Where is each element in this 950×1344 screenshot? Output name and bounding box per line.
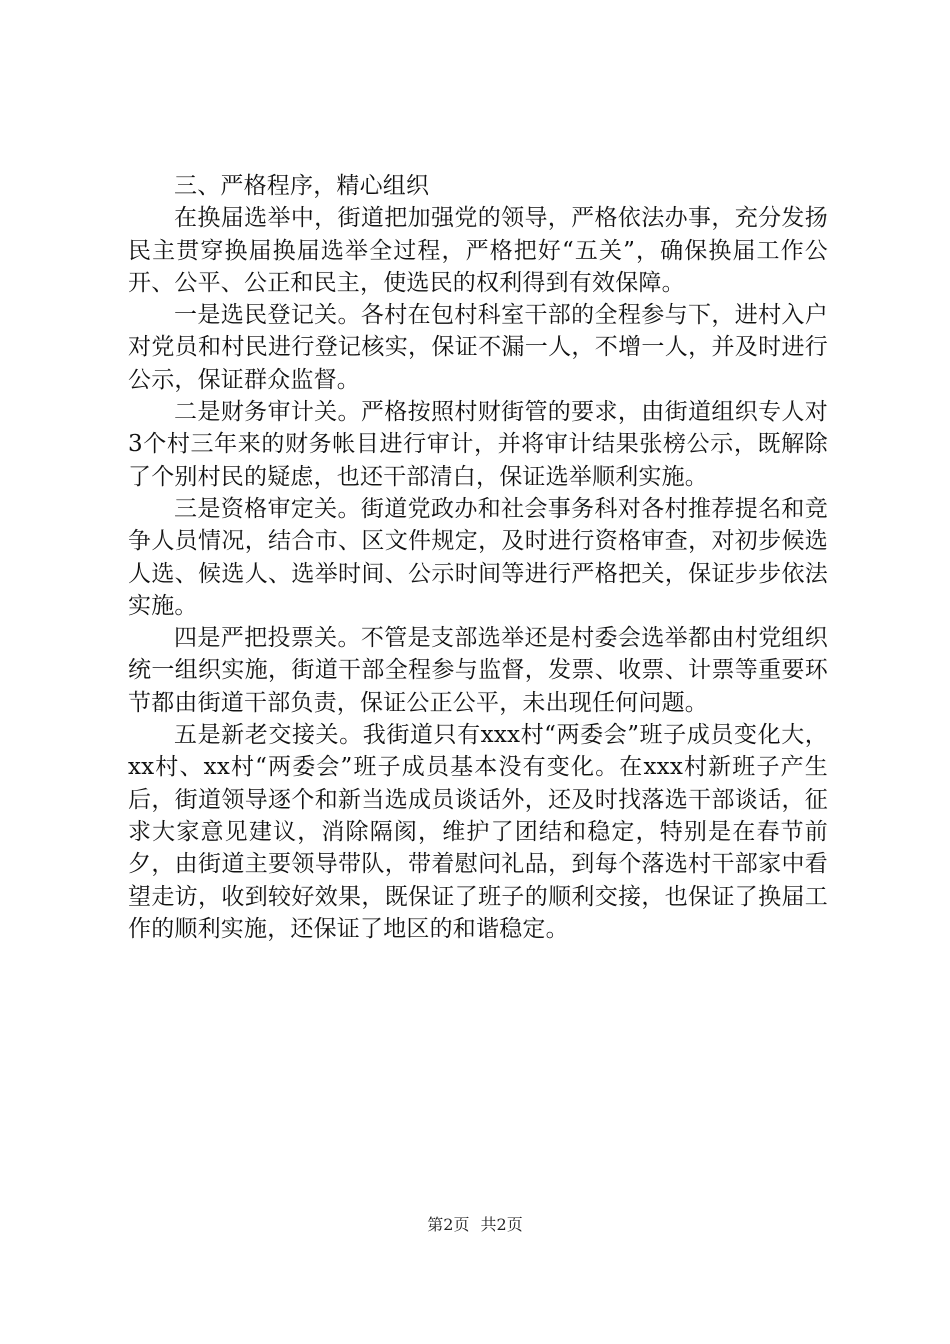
paragraph-voter-registration: 一是选民登记关。各村在包村科室干部的全程参与下，进村入户对党员和村民进行登记核实，保证不漏一人，不增一人，并及时进行公示，保证群众监督。 — [128, 302, 828, 393]
section-heading: 三、严格程序，精心组织 — [174, 173, 430, 199]
paragraph-qualification-review: 三是资格审定关。街道党政办和社会事务科对各村推荐提名和竞争人员情况，结合市、区文件规定，及时进行资格审查，对初步候选人选、候选人、选举时间、公示时间等进行严格把关，保证步步依法实施。 — [128, 495, 828, 619]
paragraph-financial-audit: 二是财务审计关。严格按照村财街管的要求，由街道组织专人对3个村三年来的财务帐目进行审计，并将审计结果张榜公示，既解除了个别村民的疑虑，也还干部清白，保证选举顺利实施。 — [128, 399, 828, 490]
paragraph-intro: 在换届选举中，街道把加强党的领导，严格依法办事，充分发扬民主贯穿换届换届选举全过程，严格把好“五关”，确保换届工作公开、公平、公正和民主，使选民的权利得到有效保障。 — [128, 205, 828, 296]
document-body — [128, 170, 828, 945]
page-number-current: 第2页 — [427, 1215, 470, 1234]
paragraph-voting: 四是严把投票关。不管是支部选举还是村委会选举都由村党组织统一组织实施，街道干部全程参与监督，发票、收票、计票等重要环节都由街道干部负责，保证公正公平，未出现任何问题。 — [128, 625, 828, 716]
page-number-total: 共2页 — [480, 1215, 523, 1234]
paragraph-handover: 五是新老交接关。我街道只有xxx村“两委会”班子成员变化大，xx村、xx村“两委会”班子成员基本没有变化。在xxx村新班子产生后，街道领导逐个和新当选成员谈话外，还及时找落选干部谈话，征求大家意见建议，消除隔阂，维护了团结和稳定，特别是在春节前夕，由街道主要领导带队，带着慰问礼品，到每个落选村干部家中看望走访，收到较好效果，既保证了班子的顺利交接，也保证了换届工作的顺利实施，还保证了地区的和谐稳定。 — [128, 722, 828, 942]
page-footer — [0, 1215, 950, 1235]
